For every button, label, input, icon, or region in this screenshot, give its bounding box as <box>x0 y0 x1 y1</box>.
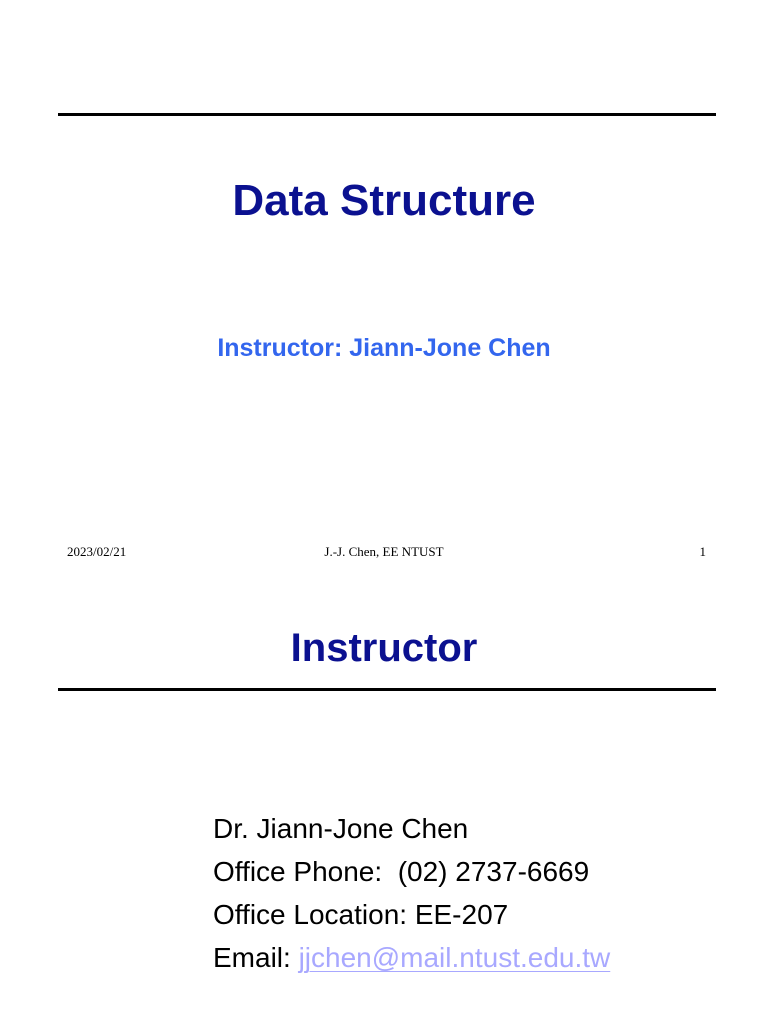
slide-title: Instructor <box>290 626 478 670</box>
footer-author: J.-J. Chen, EE NTUST <box>324 544 444 559</box>
email-line <box>213 936 610 979</box>
instructor-name: Dr. Jiann-Jone Chen <box>213 813 469 844</box>
email-link[interactable]: jjchen@mail.ntust.edu.tw <box>298 942 611 973</box>
office-phone: Office Phone: (02) 2737-6669 <box>213 856 590 887</box>
footer-date: 2023/02/21 <box>67 544 127 559</box>
title-divider <box>58 688 716 691</box>
footer-page-number: 1 <box>699 544 706 559</box>
instructor-subtitle: Instructor: Jiann-Jone Chen <box>217 334 551 362</box>
slide-2 <box>0 577 768 1024</box>
top-divider <box>58 113 716 116</box>
contact-info <box>213 807 610 979</box>
email-label: Email: <box>213 942 299 973</box>
slide-title: Data Structure <box>232 176 536 225</box>
office-location: Office Location: EE-207 <box>213 899 509 930</box>
